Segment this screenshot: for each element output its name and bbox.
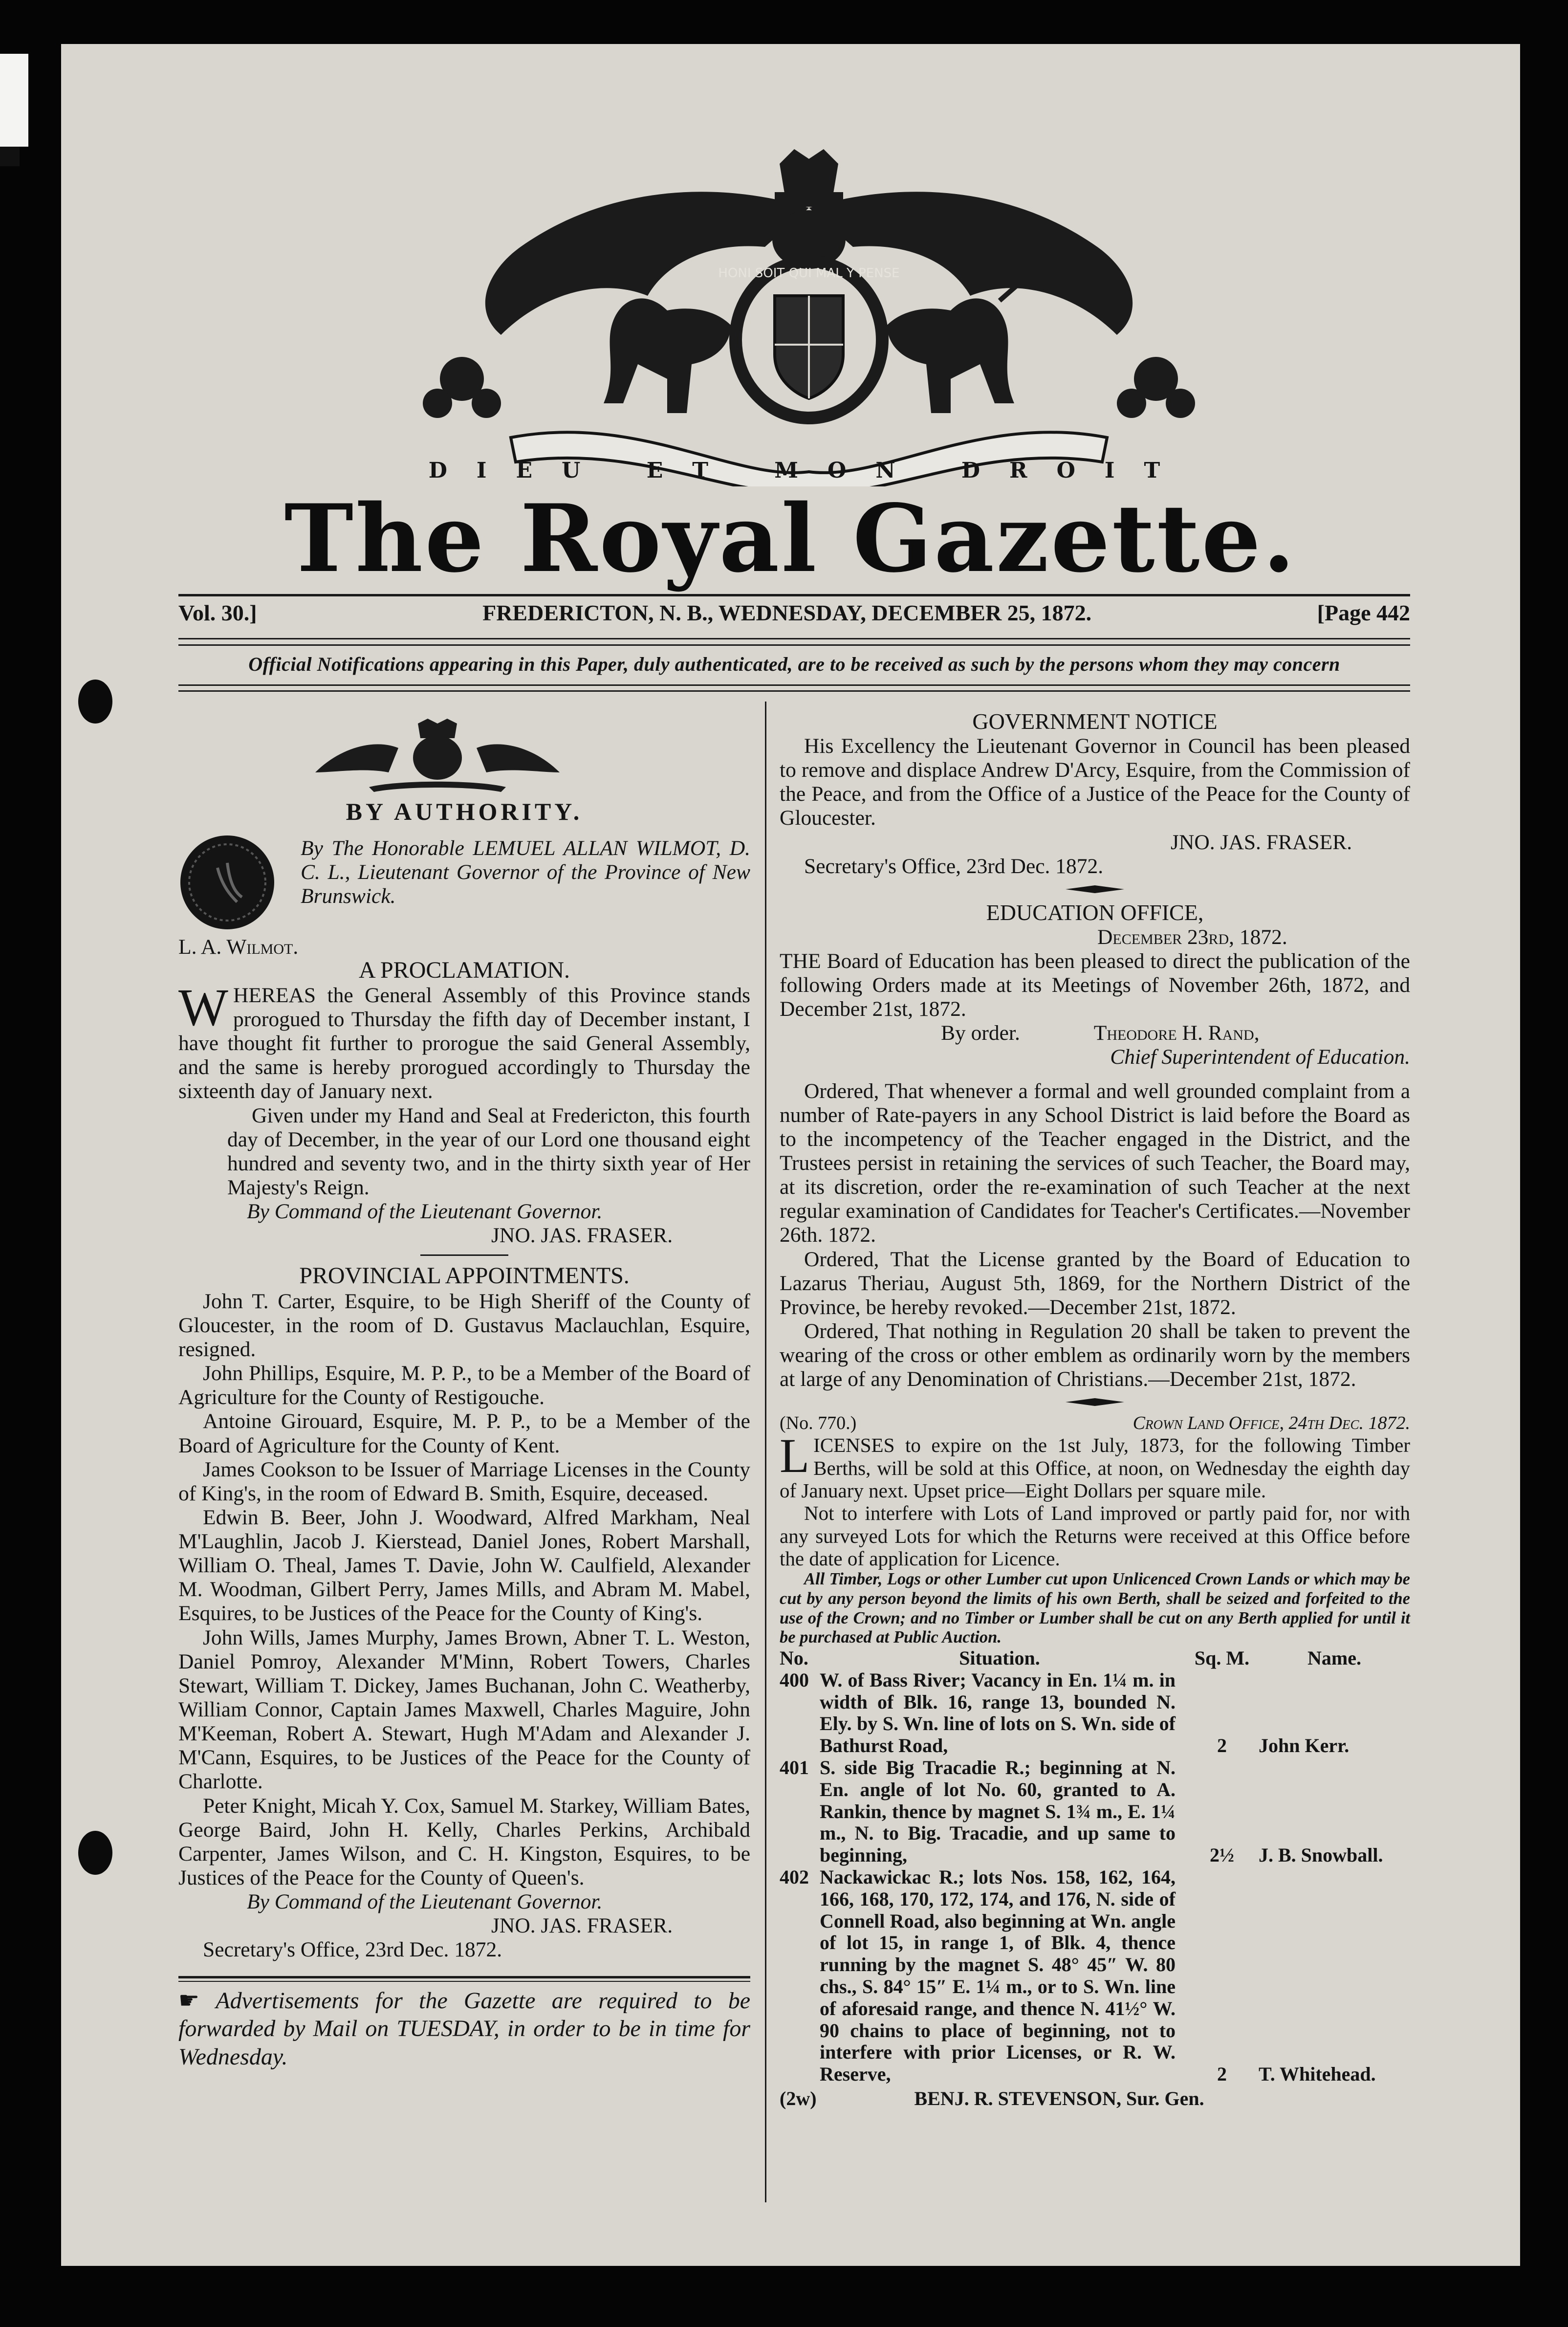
berth-situation: S. side Big Tracadie R.; beginning at N. En. angle of lot No. 60, granted to A. Rankin, thence by magnet S. 1¾ m., E. 1¼ m., N. to Big. Tracadie, and up same to beginning, — [820, 1756, 1176, 1866]
berth-number: 401 — [780, 1756, 809, 1779]
small-coat-of-arms — [301, 719, 574, 792]
table-row — [780, 1866, 1410, 2086]
appointment: Peter Knight, Micah Y. Cox, Samuel M. Starkey, William Bates, George Baird, John H. Kelly, Charles Perkins, Archibald Carpenter, James Wilson, and C. H. Kingston, Esquires, to be Justices of the Peace for the County of Queen's. — [178, 1794, 750, 1890]
education-intro: THE Board of Education has been pleased to direct the publication of the following Orders made at its Meetings of November 26th, 1872, and December 21st, 1872. — [780, 949, 1410, 1021]
appointment: Edwin B. Beer, John J. Woodward, Alfred Markham, Neal M'Laughlin, Jacob J. Kierstead, Daniel Jones, Robert Marshall, William O. Theal, James T. Davie, John W. Caulfield, Alexander M. Woodman, Gilbert Perry, James Mills, and Abram M. Mabel, Esquires, to be Justices of the Peace for the County of King's. — [178, 1505, 750, 1625]
governor-signature: L. A. Wilmot. — [178, 935, 299, 959]
binding-hole — [78, 680, 112, 724]
table-row — [780, 1669, 1410, 1757]
secretary-office: Secretary's Office, 23rd Dec. 1872. — [203, 1938, 502, 1962]
crown-land-footer — [780, 2087, 1410, 2109]
masthead-rule — [178, 638, 1410, 639]
masthead-rule — [178, 690, 1410, 692]
proclamation-body: HEREAS the General Assembly of this Province stands prorogued to Thursday the fifth day of December instant, I have thought fit further to prorogue the said General Assembly, and the same is hereby prorogued accordingly to Thursday the sixteenth day of January next. — [178, 983, 750, 1103]
table-header-row — [780, 1647, 1410, 1669]
section-rule — [178, 1981, 750, 1982]
masthead-rule — [178, 594, 1410, 596]
signatory: BENJ. R. STEVENSON, Sur. Gen. — [914, 2087, 1204, 2109]
command-line: By Command of the Lieutenant Governor. — [247, 1200, 603, 1224]
right-column — [780, 709, 1410, 2109]
svg-text:HONI SOIT QUI MAL Y PENSE: HONI SOIT QUI MAL Y PENSE — [718, 266, 900, 281]
education-order: Ordered, That the License granted by the Board of Education to Lazarus Theriau, August 5th, 1869, for the Northern District of the Province, be hereby revoked.—December 21st, 1872. — [780, 1247, 1410, 1319]
page-number: [Page 442 — [1317, 600, 1410, 625]
secretary-office: Secretary's Office, 23rd Dec. 1872. — [804, 854, 1104, 878]
berth-situation: W. of Bass River; Vacancy in En. 1¼ m. in width of Blk. 16, range 13, bounded N. Ely. by S. Wn. line of lots on S. Wn. side of Bathurst Road, — [820, 1668, 1176, 1757]
signatory: JNO. JAS. FRASER. — [491, 1914, 673, 1938]
proclamation-preamble: By The Honorable LEMUEL ALLAN WILMOT, D. C. L., Lieutenant Governor of the Province of New Brunswick. — [301, 836, 750, 908]
by-authority-heading: BY AUTHORITY. — [346, 798, 583, 825]
newspaper-title: The Royal Gazette. — [284, 484, 1297, 593]
proclamation-given: Given under my Hand and Seal at Fredericton, this fourth day of December, in the year of our Lord one thousand eight hundred and seventy two, and in the thirty sixth year of Her Majesty's Reign. — [227, 1103, 750, 1199]
dateline — [178, 600, 1410, 626]
film-edge-mark — [0, 147, 20, 166]
education-order: Ordered, That whenever a formal and well grounded complaint from a number of Rate-payers in any School District is laid before the Board as to the incompetency of the Teacher engaged in the District, and the Trustees persist in retaining the services of such Teacher, the Board may, at its discretion, order the re-examination of such Teacher at the next regular examination of Candidates for Teacher's Certificates.—November 26th. 1872. — [780, 1079, 1410, 1247]
berth-number: 400 — [780, 1668, 809, 1691]
table-row — [780, 1757, 1410, 1866]
signatory: JNO. JAS. FRASER. — [491, 1224, 673, 1248]
column-rule — [765, 702, 766, 2202]
gazette-page — [61, 44, 1520, 2266]
education-date: December 23rd, 1872. — [1097, 925, 1287, 949]
insertion-tag: (2w) — [780, 2087, 817, 2109]
appointment: Antoine Girouard, Esquire, M. P. P., to be a Member of the Board of Agriculture for the County of Kent. — [178, 1409, 750, 1457]
crown-land-office: Crown Land Office, 24th Dec. 1872. — [1132, 1413, 1410, 1434]
notice-number: (No. 770.) — [780, 1413, 857, 1434]
command-line: By Command of the Lieutenant Governor. — [247, 1890, 603, 1914]
drop-cap: W — [178, 978, 228, 1037]
crown-land-intro — [780, 1428, 1410, 1502]
column-header: Sq. M. — [1194, 1647, 1250, 1669]
government-notice-title: GOVERNMENT NOTICE — [972, 709, 1218, 734]
berth-name: T. Whitehead. — [1259, 2063, 1376, 2086]
appointment: John Phillips, Esquire, M. P. P., to be a Member of the Board of Agriculture for the County of Restigouche. — [178, 1361, 750, 1409]
berth-name: John Kerr. — [1259, 1734, 1350, 1757]
education-order: Ordered, That nothing in Regulation 20 shall be taken to prevent the wearing of the cross or other emblem as ordinarily worn by the members at large of any Denomination of Christians.—December 21st, 1872. — [780, 1319, 1410, 1391]
education-office-title: EDUCATION OFFICE, — [986, 900, 1204, 925]
appointments-list — [178, 1290, 750, 1890]
column-header: No. — [780, 1647, 808, 1669]
berth-sq-m: 2½ — [1210, 1844, 1234, 1866]
binding-hole — [78, 1831, 112, 1875]
seal-icon — [178, 834, 276, 931]
by-order: By order. — [941, 1021, 1020, 1045]
crown-land-header — [780, 1413, 1410, 1434]
column-header: Situation. — [959, 1647, 1040, 1669]
appointment: John T. Carter, Esquire, to be High Sheriff of the County of Gloucester, in the room of D. Gustavus Maclauchlan, Esquire, resigned. — [178, 1289, 750, 1361]
berth-name: J. B. Snowball. — [1259, 1844, 1383, 1866]
crown-land-condition: Not to interfere with Lots of Land improved or partly paid for, nor with any surveyed Lots for which the Returns were received at this Office before the date of application for Licence. — [780, 1502, 1410, 1570]
section-rule — [420, 1254, 508, 1256]
volume-number: Vol. 30.] — [178, 600, 257, 625]
film-edge-strip — [0, 54, 28, 147]
appointment: James Cookson to be Issuer of Marriage Licenses in the County of King's, in the room of Edward B. Smith, Esquire, deceased. — [178, 1457, 750, 1505]
berth-situation: Nackawickac R.; lots Nos. 158, 162, 164, 166, 168, 170, 172, 174, and 176, N. side of Connell Road, also beginning at Wn. angle of lot 15, in range 1, of Blk. 4, thence running by the magnet S. 48° 45″ W. 80 chs., S. 84° 15″ E. 1¼ m., or to S. Wn. line of aforesaid range, and thence N. 41½° W. 90 chains to place of beginning, not to interfere with prior Licenses, or R. W. Reserve, — [820, 1866, 1176, 2086]
masthead-rule — [178, 644, 1410, 646]
column-header: Name. — [1307, 1647, 1361, 1669]
education-signer-title: Chief Superintendent of Education. — [1110, 1045, 1410, 1069]
education-signer: Theodore H. Rand, — [1093, 1021, 1260, 1045]
publication-date: FREDERICTON, N. B., WEDNESDAY, DECEMBER 25, 1872. — [482, 600, 1092, 625]
signatory: JNO. JAS. FRASER. — [1171, 830, 1352, 854]
ornament-divider — [1066, 1398, 1124, 1406]
advertisement-note — [178, 1987, 750, 2071]
government-notice-body: His Excellency the Lieutenant Governor in Council has been pleased to remove and displace Andrew D'Arcy, Esquire, from the Commission of the Peace, and from the Office of a Justice of the Peace for the County of Gloucester. — [780, 734, 1410, 830]
section-rule — [178, 1976, 750, 1978]
crown-land-intro-text: ICENSES to expire on the 1st July, 1873, for the following Timber Berths, will be sold at this Office, at noon, on Wednesday the eighth day of January next. Upset price—Eight Dollars per square mile. — [780, 1434, 1410, 1502]
crown-land-warning: All Timber, Logs or other Lumber cut upon Unlicenced Crown Lands or which may be cut by any person beyond the limits of his own Berth, shall be seized and forfeited to the use of the Crown; and no Timber or Lumber shall be cut on any Berth applied for until it be purchased at Public Auction. — [780, 1570, 1410, 1647]
pointing-hand-icon: ☛ — [178, 1987, 216, 2014]
royal-coat-of-arms — [393, 149, 1224, 486]
appointment: John Wills, James Murphy, James Brown, Abner T. L. Weston, Daniel Pomroy, Alexander M'Minn, Robert Towers, Charles Stewart, William T. Dickey, James Buchanan, John C. Weatherby, William Connor, Captain James Maxwell, Charles Maguire, John M'Keeman, Robert A. Stewart, Hugh M'Adam and Alexander J. M'Cann, Esquires, to be Justices of the Peace for the County of Charlotte. — [178, 1625, 750, 1794]
appointments-heading: PROVINCIAL APPOINTMENTS. — [299, 1263, 630, 1289]
masthead-rule — [178, 684, 1410, 686]
advertisement-note-text: Advertisements for the Gazette are required to be forwarded by Mail on TUESDAY, in order to be in time for Wednesday. — [178, 1987, 750, 2070]
timber-berths-table — [780, 1647, 1410, 2086]
education-signature-line — [941, 1021, 1410, 1045]
berth-sq-m: 2 — [1217, 1734, 1227, 1757]
proclamation-title: A PROCLAMATION. — [358, 957, 570, 983]
proclamation-paragraph — [178, 978, 750, 1104]
left-column — [178, 709, 750, 2071]
berth-sq-m: 2 — [1217, 2063, 1227, 2086]
ornament-divider — [1066, 885, 1124, 893]
berth-number: 402 — [780, 1866, 809, 1888]
drop-cap: L — [780, 1428, 810, 1483]
svg-text:DIEU ET MON DROIT: DIEU ET MON DROIT — [428, 458, 1190, 483]
official-notice-strip: Official Notifications appearing in this Paper, duly authenticated, are to be received as such by the persons whom they may concern — [248, 653, 1340, 675]
